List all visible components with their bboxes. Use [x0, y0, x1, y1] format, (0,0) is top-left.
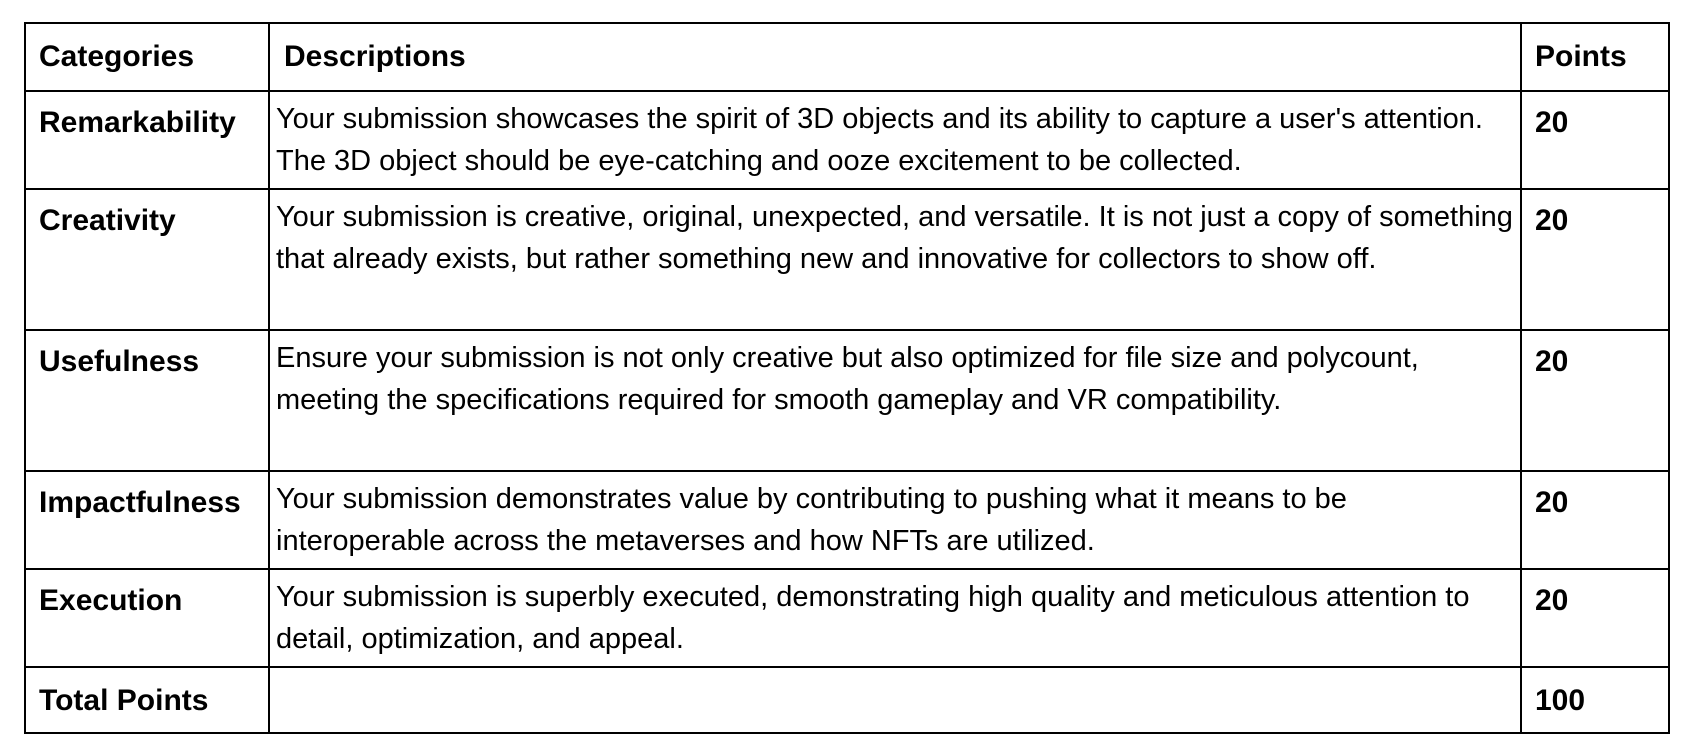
total-description-cell [269, 667, 1521, 733]
points-cell: 20 [1521, 330, 1669, 471]
category-cell: Remarkability [25, 91, 269, 189]
points-cell: 20 [1521, 189, 1669, 330]
description-cell: Your submission is superbly executed, demonstrating high quality and meticulous attention to detail, optimization, and appeal. [269, 569, 1521, 667]
header-categories: Categories [25, 23, 269, 91]
table-header-row [25, 23, 1669, 91]
table-row [25, 330, 1669, 471]
points-cell: 20 [1521, 471, 1669, 569]
category-cell: Creativity [25, 189, 269, 330]
points-cell: 20 [1521, 91, 1669, 189]
rubric-table [24, 22, 1670, 734]
total-points-cell: 100 [1521, 667, 1669, 733]
table-row [25, 91, 1669, 189]
description-cell: Your submission showcases the spirit of 3D objects and its ability to capture a user's attention. The 3D object should be eye-catching and ooze excitement to be collected. [269, 91, 1521, 189]
total-label-cell: Total Points [25, 667, 269, 733]
header-descriptions: Descriptions [269, 23, 1521, 91]
description-cell: Ensure your submission is not only creative but also optimized for file size and polycount, meeting the specifications required for smooth gameplay and VR compatibility. [269, 330, 1521, 471]
table-row [25, 189, 1669, 330]
points-cell: 20 [1521, 569, 1669, 667]
table-row [25, 471, 1669, 569]
description-cell: Your submission demonstrates value by contributing to pushing what it means to be interoperable across the metaverses and how NFTs are utilized. [269, 471, 1521, 569]
category-cell: Impactfulness [25, 471, 269, 569]
header-points: Points [1521, 23, 1669, 91]
table-row [25, 569, 1669, 667]
description-cell: Your submission is creative, original, unexpected, and versatile. It is not just a copy of something that already exists, but rather something new and innovative for collectors to show off. [269, 189, 1521, 330]
total-row [25, 667, 1669, 733]
category-cell: Usefulness [25, 330, 269, 471]
category-cell: Execution [25, 569, 269, 667]
